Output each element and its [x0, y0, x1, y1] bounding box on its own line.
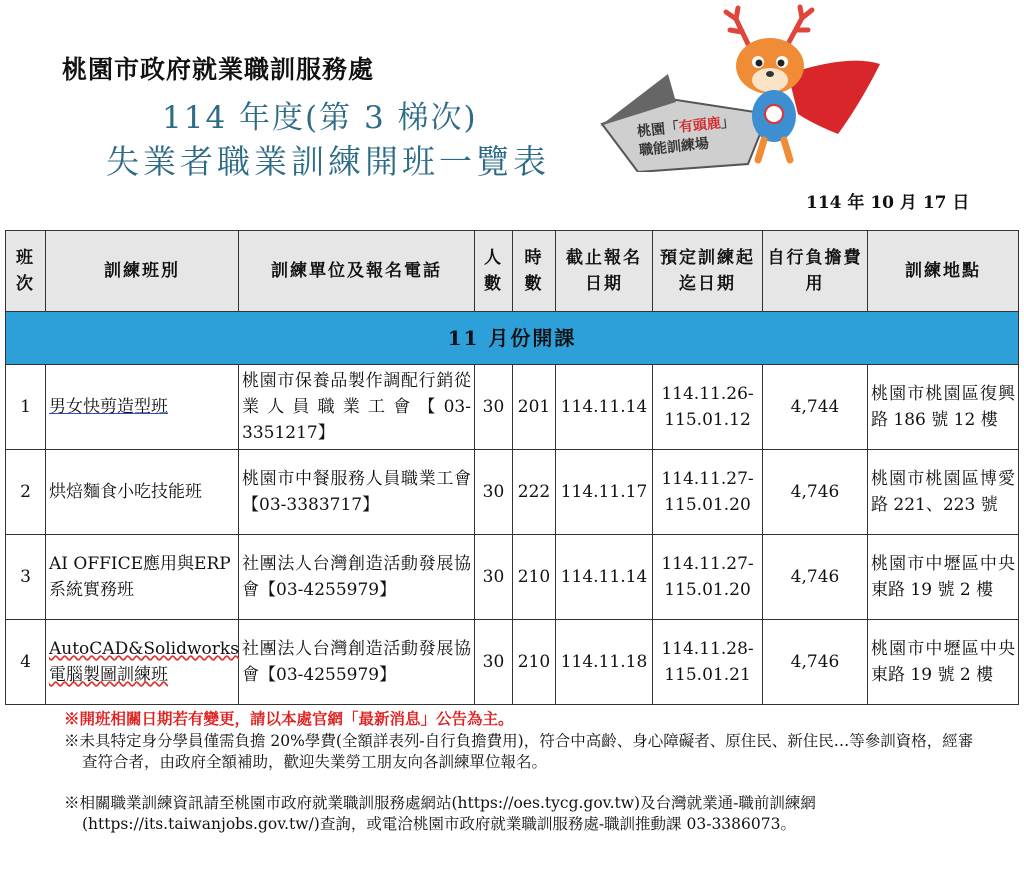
logo-text: 桃園「有頭鹿」 職能訓練場: [636, 113, 736, 160]
cell-fee: 4,746: [763, 535, 868, 620]
cell-course-name: AutoCAD&Solidworks電腦製圖訓練班: [46, 620, 239, 705]
cell-people: 30: [475, 620, 513, 705]
cell-period: 114.11.28- 115.01.21: [653, 620, 763, 705]
cell-course-name: AI OFFICE應用與ERP系統實務班: [46, 535, 239, 620]
table-row: [6, 450, 1019, 535]
cell-deadline: 114.11.18: [556, 620, 653, 705]
mascot-antler-right: [788, 7, 812, 44]
cell-period: 114.11.27- 115.01.20: [653, 535, 763, 620]
cell-no: 1: [6, 365, 46, 450]
table-row: [6, 365, 1019, 450]
cell-deadline: 114.11.14: [556, 365, 653, 450]
col-header-fee: 自行負擔費用: [763, 231, 868, 312]
col-header-location: 訓練地點: [868, 231, 1019, 312]
notes: [64, 708, 984, 835]
cell-hours: 201: [513, 365, 556, 450]
org-name: 桃園市政府就業職訓服務處: [62, 55, 375, 84]
cell-hours: 210: [513, 620, 556, 705]
cell-location: 桃園市中壢區中央東路 19 號 2 樓: [868, 620, 1019, 705]
cell-people: 30: [475, 365, 513, 450]
col-header-period: 預定訓練起迄日期: [653, 231, 763, 312]
cell-fee: 4,744: [763, 365, 868, 450]
cell-location: 桃園市中壢區中央東路 19 號 2 樓: [868, 535, 1019, 620]
col-header-no: 班次: [6, 231, 46, 312]
cell-fee: 4,746: [763, 620, 868, 705]
cell-location: 桃園市桃園區博愛路 221、223 號: [868, 450, 1019, 535]
note-contact: ※相關職業訓練資訊請至桃園市政府就業職訓服務處網站(https://oes.tycg.gov.tw)及台灣就業通-職前訓練網(https://its.taiwanjobs.gov.tw/)查詢，或電洽桃園市政府就業職訓服務處-職訓推動課 03-3386073。: [64, 794, 816, 833]
note-date-change: ※開班相關日期若有變更，請以本處官網「最新消息」公告為主。: [64, 709, 514, 728]
col-header-name: 訓練班別: [46, 231, 239, 312]
cell-fee: 4,746: [763, 450, 868, 535]
section-row: [6, 312, 1019, 365]
cell-deadline: 114.11.17: [556, 450, 653, 535]
title-main: 失業者職業訓練開班一覽表: [106, 142, 550, 181]
cell-unit: 社團法人台灣創造活動發展協會【03-4255979】: [239, 535, 475, 620]
cell-course-name: 男女快剪造型班: [46, 365, 239, 450]
cell-hours: 222: [513, 450, 556, 535]
cell-hours: 210: [513, 535, 556, 620]
cell-people: 30: [475, 535, 513, 620]
cell-period: 114.11.26- 115.01.12: [653, 365, 763, 450]
table-header-row: [6, 231, 1019, 312]
title-year: 114 年度(第 3 梯次): [162, 100, 478, 136]
col-header-unit: 訓練單位及報名電話: [239, 231, 475, 312]
cell-location: 桃園市桃園區復興路 186 號 12 樓: [868, 365, 1019, 450]
mascot-legs: [758, 140, 790, 160]
cell-period: 114.11.27- 115.01.20: [653, 450, 763, 535]
cell-no: 4: [6, 620, 46, 705]
section-title: 11 月份開課: [6, 312, 1019, 365]
cell-unit: 桃園市中餐服務人員職業工會【03-3383717】: [239, 450, 475, 535]
cell-no: 3: [6, 535, 46, 620]
mascot-badge: [765, 105, 783, 123]
cell-unit: 桃園市保養品製作調配行銷從業人員職業工會【03-3351217】: [239, 365, 475, 450]
table-row: [6, 535, 1019, 620]
col-header-hours: 時數: [513, 231, 556, 312]
cell-deadline: 114.11.14: [556, 535, 653, 620]
cell-unit: 社團法人台灣創造活動發展協會【03-4255979】: [239, 620, 475, 705]
col-header-people: 人數: [475, 231, 513, 312]
note-subsidy: ※未具特定身分學員僅需負擔 20%學費(全額詳表列-自行負擔費用)，符合中高齡、身心障礙者、原住民、新住民…等參訓資格，經審查符合者，由政府全額補助，歡迎失業勞工朋友向各訓練單位報名。: [64, 732, 974, 771]
mascot-nose: [766, 71, 774, 77]
publish-date: 114 年 10 月 17 日: [806, 193, 970, 213]
cell-no: 2: [6, 450, 46, 535]
mascot-antler-left: [726, 8, 748, 44]
cell-people: 30: [475, 450, 513, 535]
course-table: [5, 230, 1019, 705]
table-row: [6, 620, 1019, 705]
cell-course-name: 烘焙麵食小吃技能班: [46, 450, 239, 535]
col-header-deadline: 截止報名日期: [556, 231, 653, 312]
